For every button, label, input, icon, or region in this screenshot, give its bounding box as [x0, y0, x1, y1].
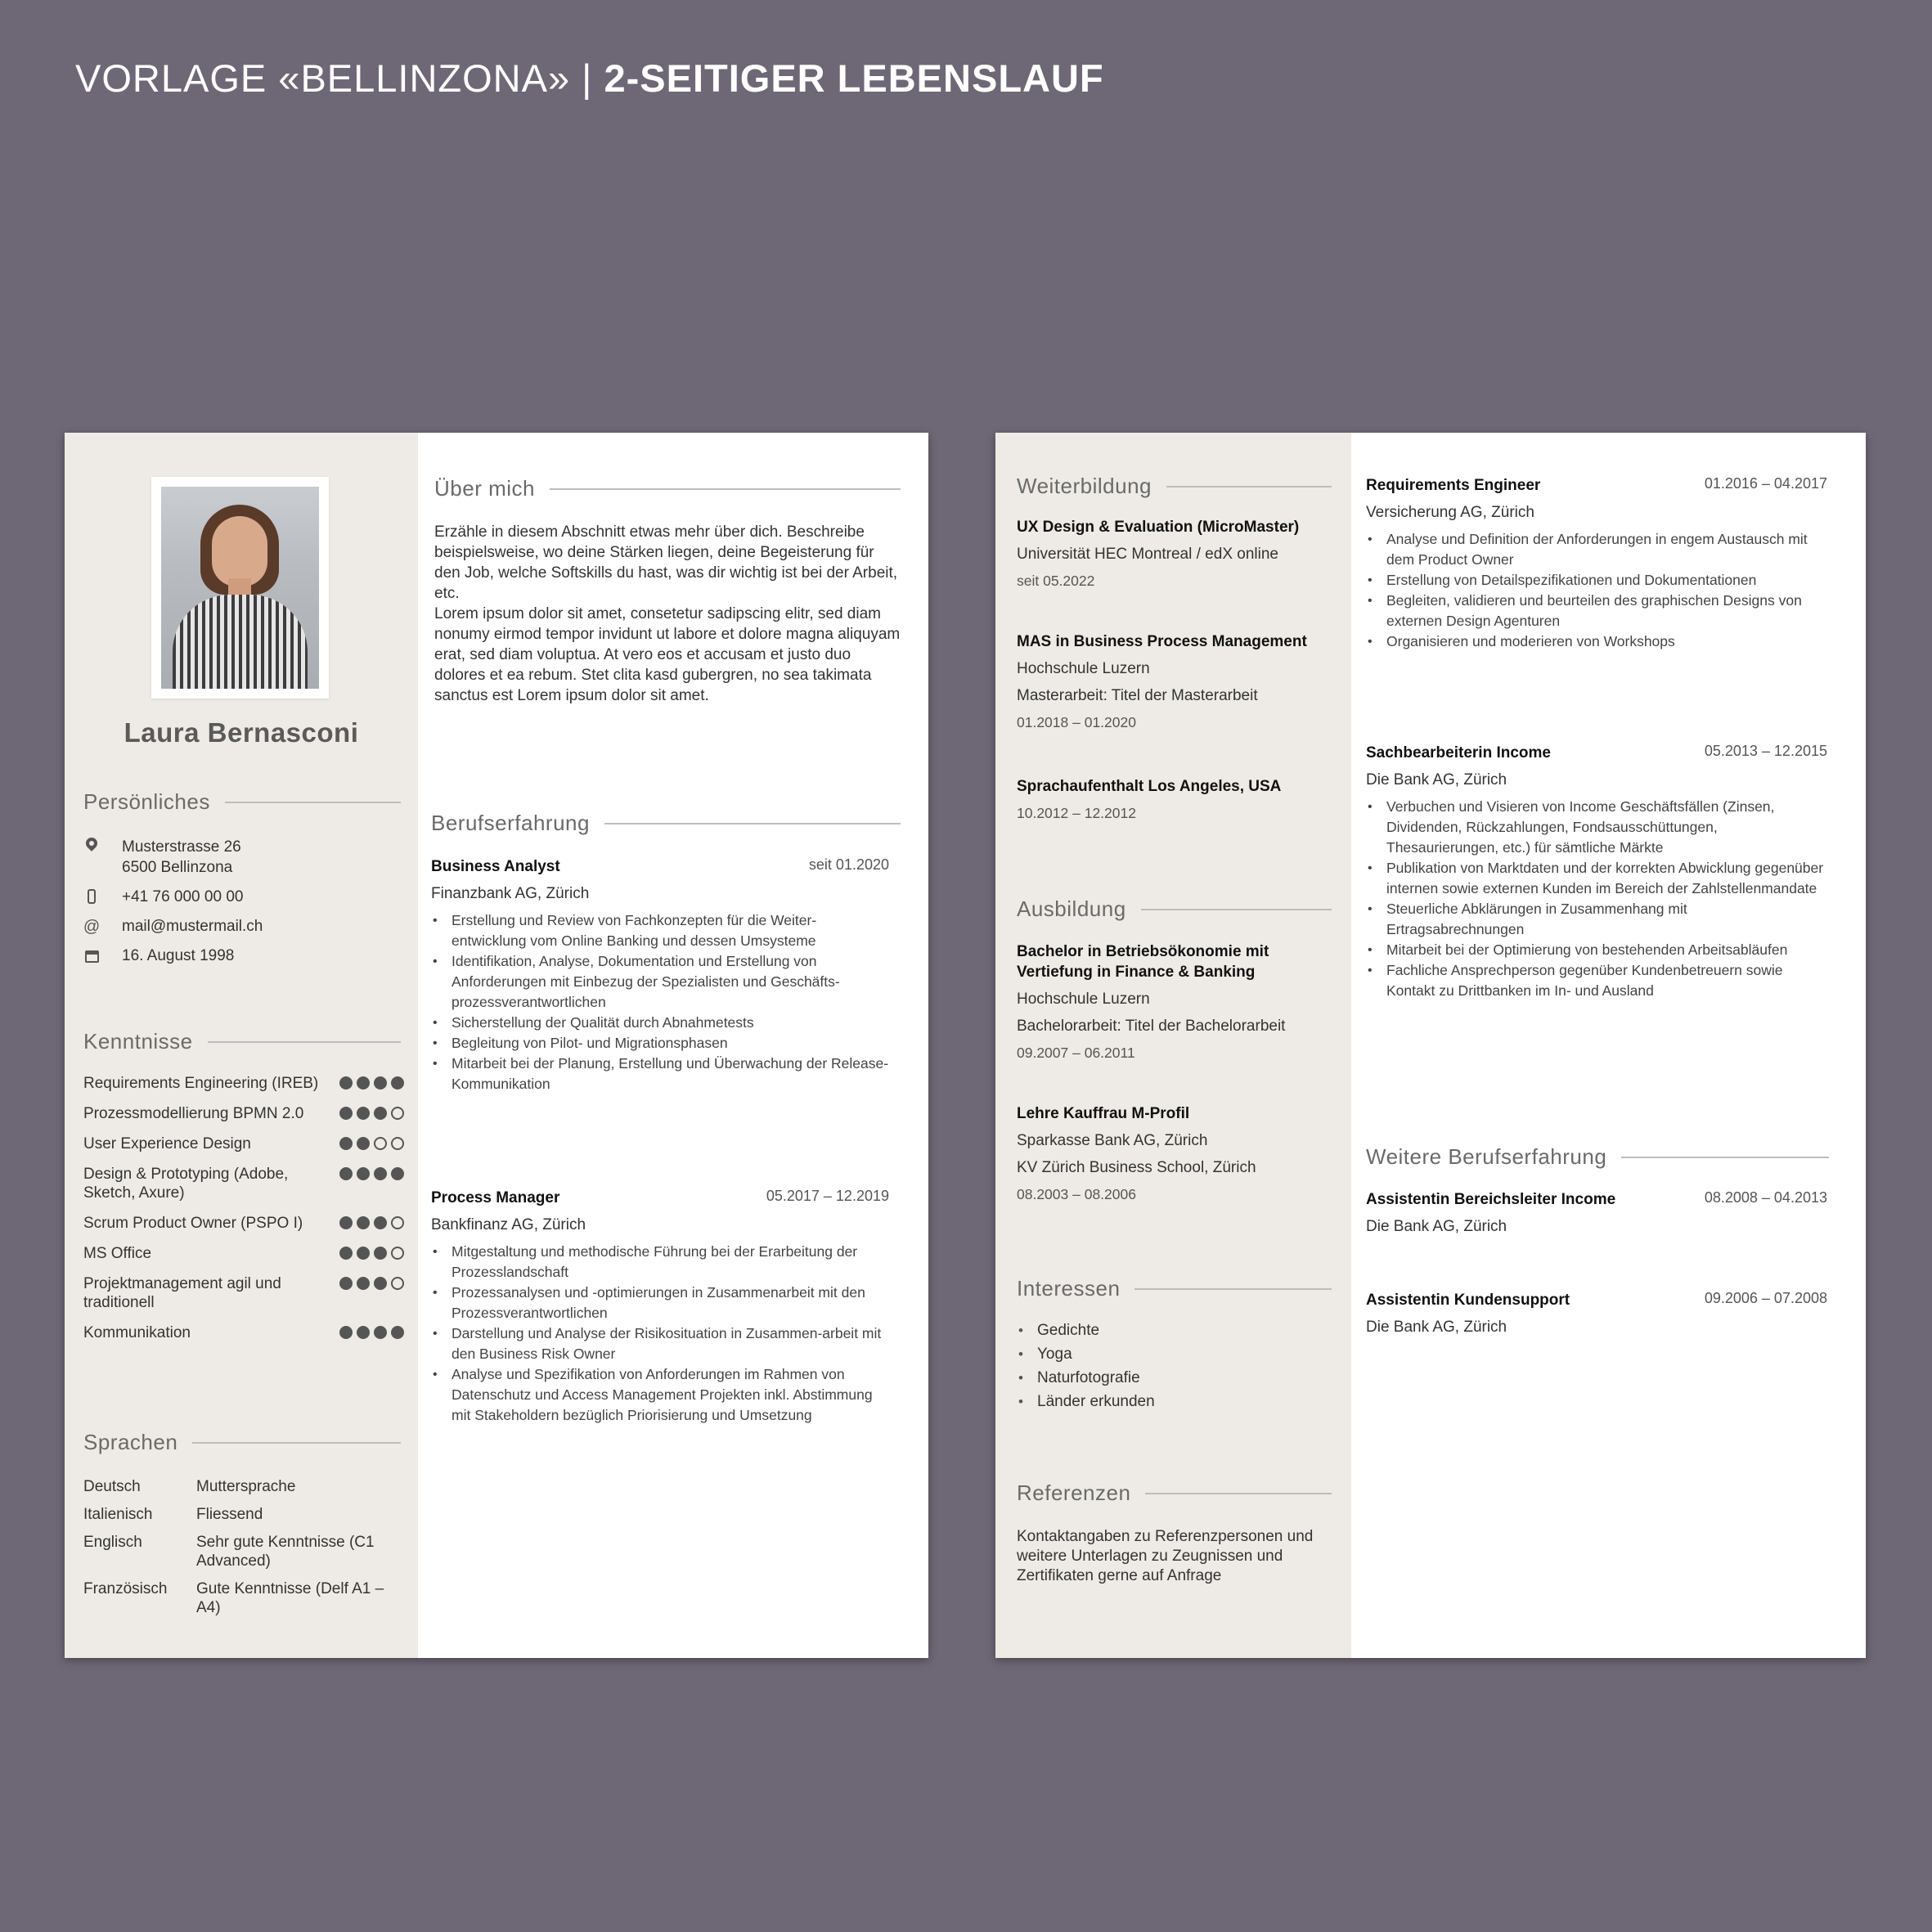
skill-row	[83, 1165, 404, 1202]
skill-label: Prozessmodellierung BPMN 2.0	[83, 1105, 304, 1122]
further-job-entry	[1366, 1290, 1827, 1344]
skill-label: Projektmanagement agil und traditionell	[83, 1275, 281, 1311]
job-bullet: • Mitarbeit bei der Planung, Erstellung und Überwachung der Release-Kommunikation	[431, 1054, 889, 1094]
job-company: Die Bank AG, Zürich	[1366, 1319, 1507, 1336]
empty-dot-icon	[391, 1107, 404, 1120]
birthday: 16. August 1998	[122, 947, 235, 964]
job-company: Finanzbank AG, Zürich	[431, 885, 590, 902]
job-date: 05.2017 – 12.2019	[766, 1188, 889, 1204]
phone-icon	[83, 888, 101, 906]
language-name: Italienisch	[83, 1506, 153, 1523]
empty-dot-icon	[391, 1247, 404, 1260]
job-bullets	[1366, 797, 1827, 1001]
entry-date: seit 05.2022	[1017, 573, 1095, 589]
skill-label: Design & Prototyping (Adobe, Sketch, Axure)	[83, 1166, 289, 1202]
about-paragraph-1: Erzähle in diesem Abschnitt etwas mehr über dich. Beschreibe beispielsweise, wo deine Stärken liegen, deine Begeisterung für den Job, welche Softskills du hast, was dir wichtig ist bei der Arbeit, etc.	[434, 523, 898, 602]
job-title: Assistentin Bereichsleiter Income	[1366, 1191, 1616, 1208]
job-title: Assistentin Kundensupport	[1366, 1292, 1570, 1309]
skills-list	[83, 1074, 404, 1354]
interest-item: • Yoga	[1017, 1342, 1155, 1366]
language-name: Englisch	[83, 1534, 142, 1551]
job-entry	[1366, 743, 1827, 1001]
job-bullet: • Mitarbeit bei der Optimierung von bestehenden Arbeitsabläufen	[1366, 940, 1827, 960]
job-company: Versicherung AG, Zürich	[1366, 504, 1534, 521]
job-bullet: • Erstellung von Detailspezifikationen und Dokumentationen	[1366, 570, 1827, 591]
entry-date: 08.2003 – 08.2006	[1017, 1186, 1136, 1202]
entry-date: 10.2012 – 12.2012	[1017, 805, 1136, 821]
filled-dot-icon	[339, 1167, 353, 1180]
section-title-further-experience: Weitere Berufserfahrung	[1366, 1144, 1829, 1170]
job-bullets	[431, 1242, 889, 1426]
sidebar-page-2	[995, 433, 1351, 1658]
job-bullet: • Analyse und Definition der Anforderungen in engem Austausch mit dem Product Owner	[1366, 529, 1827, 570]
filled-dot-icon	[374, 1107, 387, 1120]
filled-dot-icon	[357, 1076, 370, 1090]
skill-row	[83, 1104, 404, 1123]
email-row	[83, 916, 410, 937]
interest-item: • Länder erkunden	[1017, 1390, 1155, 1413]
entry-detail: KV Zürich Business School, Zürich	[1017, 1159, 1256, 1176]
filled-dot-icon	[357, 1107, 370, 1120]
entry-date: 01.2018 – 01.2020	[1017, 714, 1136, 730]
filled-dot-icon	[391, 1167, 404, 1180]
filled-dot-icon	[339, 1216, 353, 1229]
job-bullet: • Sicherstellung der Qualität durch Abnahmetests	[431, 1013, 889, 1033]
job-company: Die Bank AG, Zürich	[1366, 771, 1507, 789]
job-bullets	[1366, 529, 1827, 652]
profile-photo	[151, 477, 329, 699]
job-bullet: • Begleiten, validieren und beurteilen des graphischen Designs von externen Design Agenturen	[1366, 591, 1827, 631]
filled-dot-icon	[339, 1107, 353, 1120]
job-title: Business Analyst	[431, 858, 560, 875]
address-line2: 6500 Bellinzona	[122, 859, 233, 876]
about-paragraph-2: Lorem ipsum dolor sit amet, consetetur sadipscing elitr, sed diam nonumy eirmod tempor invidunt ut labore et dolore magna aliquyam erat, sed diam voluptua. At vero eos et accusam et justo duo dolores et ea rebum. Stet clita kasd gubergren, no sea takimata sanctus est Lorem ipsum dolor sit amet.	[434, 605, 901, 704]
skill-rating	[339, 1216, 404, 1229]
filled-dot-icon	[374, 1167, 387, 1180]
cv-page-2	[995, 433, 1866, 1658]
skill-rating	[339, 1076, 404, 1090]
filled-dot-icon	[339, 1137, 353, 1150]
section-title-interests: Interessen	[1017, 1276, 1332, 1301]
about-text	[434, 522, 901, 706]
filled-dot-icon	[374, 1277, 387, 1290]
skill-label: MS Office	[83, 1245, 152, 1262]
job-date: 01.2016 – 04.2017	[1704, 475, 1827, 492]
job-company: Die Bank AG, Zürich	[1366, 1218, 1507, 1235]
references-text: Kontaktangaben zu Referenzpersonen und weitere Unterlagen zu Zeugnissen und Zertifikaten gerne auf Anfrage	[1017, 1528, 1314, 1584]
job-bullet: • Mitgestaltung und methodische Führung bei der Erarbeitung der Prozesslandschaft	[431, 1242, 889, 1283]
training-entry	[1017, 631, 1340, 733]
email-address: mail@mustermail.ch	[122, 918, 263, 935]
skill-rating	[339, 1137, 404, 1150]
skill-label: User Experience Design	[83, 1135, 251, 1152]
filled-dot-icon	[357, 1326, 370, 1339]
languages-list	[83, 1477, 404, 1626]
phone-number: +41 76 000 00 00	[122, 888, 244, 905]
skill-rating	[339, 1247, 404, 1260]
language-level: Gute Kenntnisse (Delf A1 – A4)	[196, 1580, 384, 1616]
filled-dot-icon	[357, 1277, 370, 1290]
entry-title: Bachelor in Betriebsökonomie mit Vertiefung in Finance & Banking	[1017, 943, 1269, 981]
entry-detail: Bachelorarbeit: Titel der Bachelorarbeit	[1017, 1018, 1286, 1035]
filled-dot-icon	[374, 1216, 387, 1229]
headline-bold: 2-SEITIGER LEBENSLAUF	[604, 56, 1104, 100]
sidebar-page-1	[65, 433, 418, 1658]
job-title: Sachbearbeiterin Income	[1366, 744, 1551, 762]
language-row	[83, 1477, 404, 1496]
further-job-entry	[1366, 1189, 1827, 1243]
job-company: Bankfinanz AG, Zürich	[431, 1216, 586, 1233]
job-bullet: • Begleitung von Pilot- und Migrationsphasen	[431, 1033, 889, 1054]
calendar-icon	[83, 947, 101, 965]
education-entry	[1017, 1103, 1340, 1205]
filled-dot-icon	[374, 1076, 387, 1090]
skill-row	[83, 1134, 404, 1153]
empty-dot-icon	[391, 1216, 404, 1229]
job-bullet: • Organisieren und moderieren von Workshops	[1366, 631, 1827, 652]
training-entry	[1017, 776, 1340, 824]
location-pin-icon	[83, 838, 101, 856]
person-name: Laura Bernasconi	[124, 717, 359, 748]
job-entry	[431, 856, 889, 1094]
language-row	[83, 1579, 404, 1617]
job-bullets	[431, 910, 889, 1094]
language-level: Sehr gute Kenntnisse (C1 Advanced)	[196, 1534, 375, 1570]
language-level: Fliessend	[196, 1506, 263, 1523]
empty-dot-icon	[391, 1277, 404, 1290]
filled-dot-icon	[339, 1076, 353, 1090]
filled-dot-icon	[339, 1326, 353, 1339]
job-entry	[1366, 475, 1827, 652]
job-bullet: • Verbuchen und Visieren von Income Geschäftsfällen (Zinsen, Dividenden, Rückzahlungen, Fondsausschüttungen, Thesaurierungen, etc.) für sämtliche Märkte	[1366, 797, 1827, 858]
section-title-about: Über mich	[434, 476, 901, 501]
language-row	[83, 1533, 404, 1570]
filled-dot-icon	[339, 1247, 353, 1260]
job-date: seit 01.2020	[808, 856, 889, 873]
job-title: Requirements Engineer	[1366, 477, 1541, 494]
job-bullet: • Prozessanalysen und -optimierungen in Zusammenarbeit mit den Prozessverantwortlichen	[431, 1283, 889, 1323]
skill-rating	[339, 1167, 404, 1180]
filled-dot-icon	[357, 1137, 370, 1150]
language-level: Muttersprache	[196, 1478, 296, 1495]
skill-row	[83, 1244, 404, 1263]
empty-dot-icon	[374, 1137, 387, 1150]
section-title-personal: Persönliches	[83, 789, 401, 815]
section-title-training: Weiterbildung	[1017, 474, 1332, 499]
job-bullet: • Publikation von Marktdaten und der korrekten Abwicklung gegenüber internen sowie externen Kunden im Bereich der Zahlstellenmandate	[1366, 858, 1827, 899]
interest-item: • Naturfotografie	[1017, 1366, 1155, 1390]
job-bullet: • Identifikation, Analyse, Dokumentation und Erstellung von Anforderungen mit Einbezug der Spezialisten und Geschäfts-prozessverantwortlichen	[431, 951, 889, 1013]
job-bullet: • Fachliche Ansprechperson gegenüber Kundenbetreuern sowie Kontakt zu Drittbanken im In- und Ausland	[1366, 960, 1827, 1001]
entry-title: MAS in Business Process Management	[1017, 633, 1307, 650]
section-title-languages: Sprachen	[83, 1430, 401, 1455]
education-entry	[1017, 941, 1340, 1063]
entry-title: Sprachaufenthalt Los Angeles, USA	[1017, 778, 1282, 795]
skill-rating	[339, 1107, 404, 1120]
address-line1: Musterstrasse 26	[122, 838, 241, 856]
training-entry	[1017, 517, 1340, 591]
headline-light: VORLAGE «BELLINZONA» |	[75, 56, 593, 100]
entry-detail: Hochschule Luzern	[1017, 991, 1150, 1008]
cv-page-1	[65, 433, 928, 1658]
job-entry	[431, 1188, 889, 1426]
filled-dot-icon	[391, 1076, 404, 1090]
section-title-education: Ausbildung	[1017, 896, 1332, 922]
section-title-skills: Kenntnisse	[83, 1029, 401, 1054]
filled-dot-icon	[374, 1326, 387, 1339]
skill-label: Requirements Engineering (IREB)	[83, 1075, 319, 1092]
section-title-experience: Berufserfahrung	[431, 811, 901, 836]
filled-dot-icon	[357, 1167, 370, 1180]
filled-dot-icon	[357, 1247, 370, 1260]
entry-detail: Universität HEC Montreal / edX online	[1017, 546, 1278, 563]
entry-detail: Masterarbeit: Titel der Masterarbeit	[1017, 687, 1258, 704]
job-date: 09.2006 – 07.2008	[1704, 1290, 1827, 1306]
interests-list	[1017, 1319, 1155, 1413]
language-name: Französisch	[83, 1580, 168, 1597]
entry-detail: Sparkasse Bank AG, Zürich	[1017, 1132, 1208, 1149]
filled-dot-icon	[357, 1216, 370, 1229]
interest-item: • Gedichte	[1017, 1319, 1155, 1342]
at-sign-icon: @	[83, 918, 101, 936]
job-date: 08.2008 – 04.2013	[1704, 1189, 1827, 1206]
skill-rating	[339, 1277, 404, 1290]
empty-dot-icon	[391, 1137, 404, 1150]
page-headline	[75, 56, 1104, 101]
skill-row	[83, 1274, 404, 1312]
skill-row	[83, 1214, 404, 1233]
filled-dot-icon	[391, 1326, 404, 1339]
language-row	[83, 1505, 404, 1524]
filled-dot-icon	[374, 1247, 387, 1260]
skill-row	[83, 1323, 404, 1342]
job-bullet: • Steuerliche Abklärungen in Zusammenhang mit Ertragsabrechnungen	[1366, 899, 1827, 940]
skill-row	[83, 1074, 404, 1093]
entry-title: Lehre Kauffrau M-Profil	[1017, 1105, 1190, 1122]
section-title-references: Referenzen	[1017, 1480, 1332, 1506]
filled-dot-icon	[339, 1277, 353, 1290]
language-name: Deutsch	[83, 1478, 141, 1495]
job-title: Process Manager	[431, 1189, 560, 1206]
skill-label: Kommunikation	[83, 1324, 191, 1341]
entry-detail: Hochschule Luzern	[1017, 660, 1150, 677]
phone-row	[83, 887, 410, 907]
entry-date: 09.2007 – 06.2011	[1017, 1045, 1135, 1061]
job-date: 05.2013 – 12.2015	[1704, 743, 1827, 759]
job-bullet: • Darstellung und Analyse der Risikosituation in Zusammen-arbeit mit den Business Risk Owner	[431, 1323, 889, 1364]
portrait-image	[161, 487, 319, 689]
job-bullet: • Erstellung und Review von Fachkonzepten für die Weiter-entwicklung vom Online Banking und dessen Umsysteme	[431, 910, 889, 951]
contact-block	[83, 837, 410, 975]
job-bullet: • Analyse und Spezifikation von Anforderungen im Rahmen von Datenschutz und Access Management Projekten inkl. Abstimmung mit Stakeholdern bezüglich Priorisierung und Umsetzung	[431, 1364, 889, 1426]
skill-rating	[339, 1326, 404, 1339]
skill-label: Scrum Product Owner (PSPO I)	[83, 1215, 303, 1232]
birthday-row	[83, 946, 410, 966]
address-row	[83, 837, 410, 878]
entry-title: UX Design & Evaluation (MicroMaster)	[1017, 519, 1300, 536]
